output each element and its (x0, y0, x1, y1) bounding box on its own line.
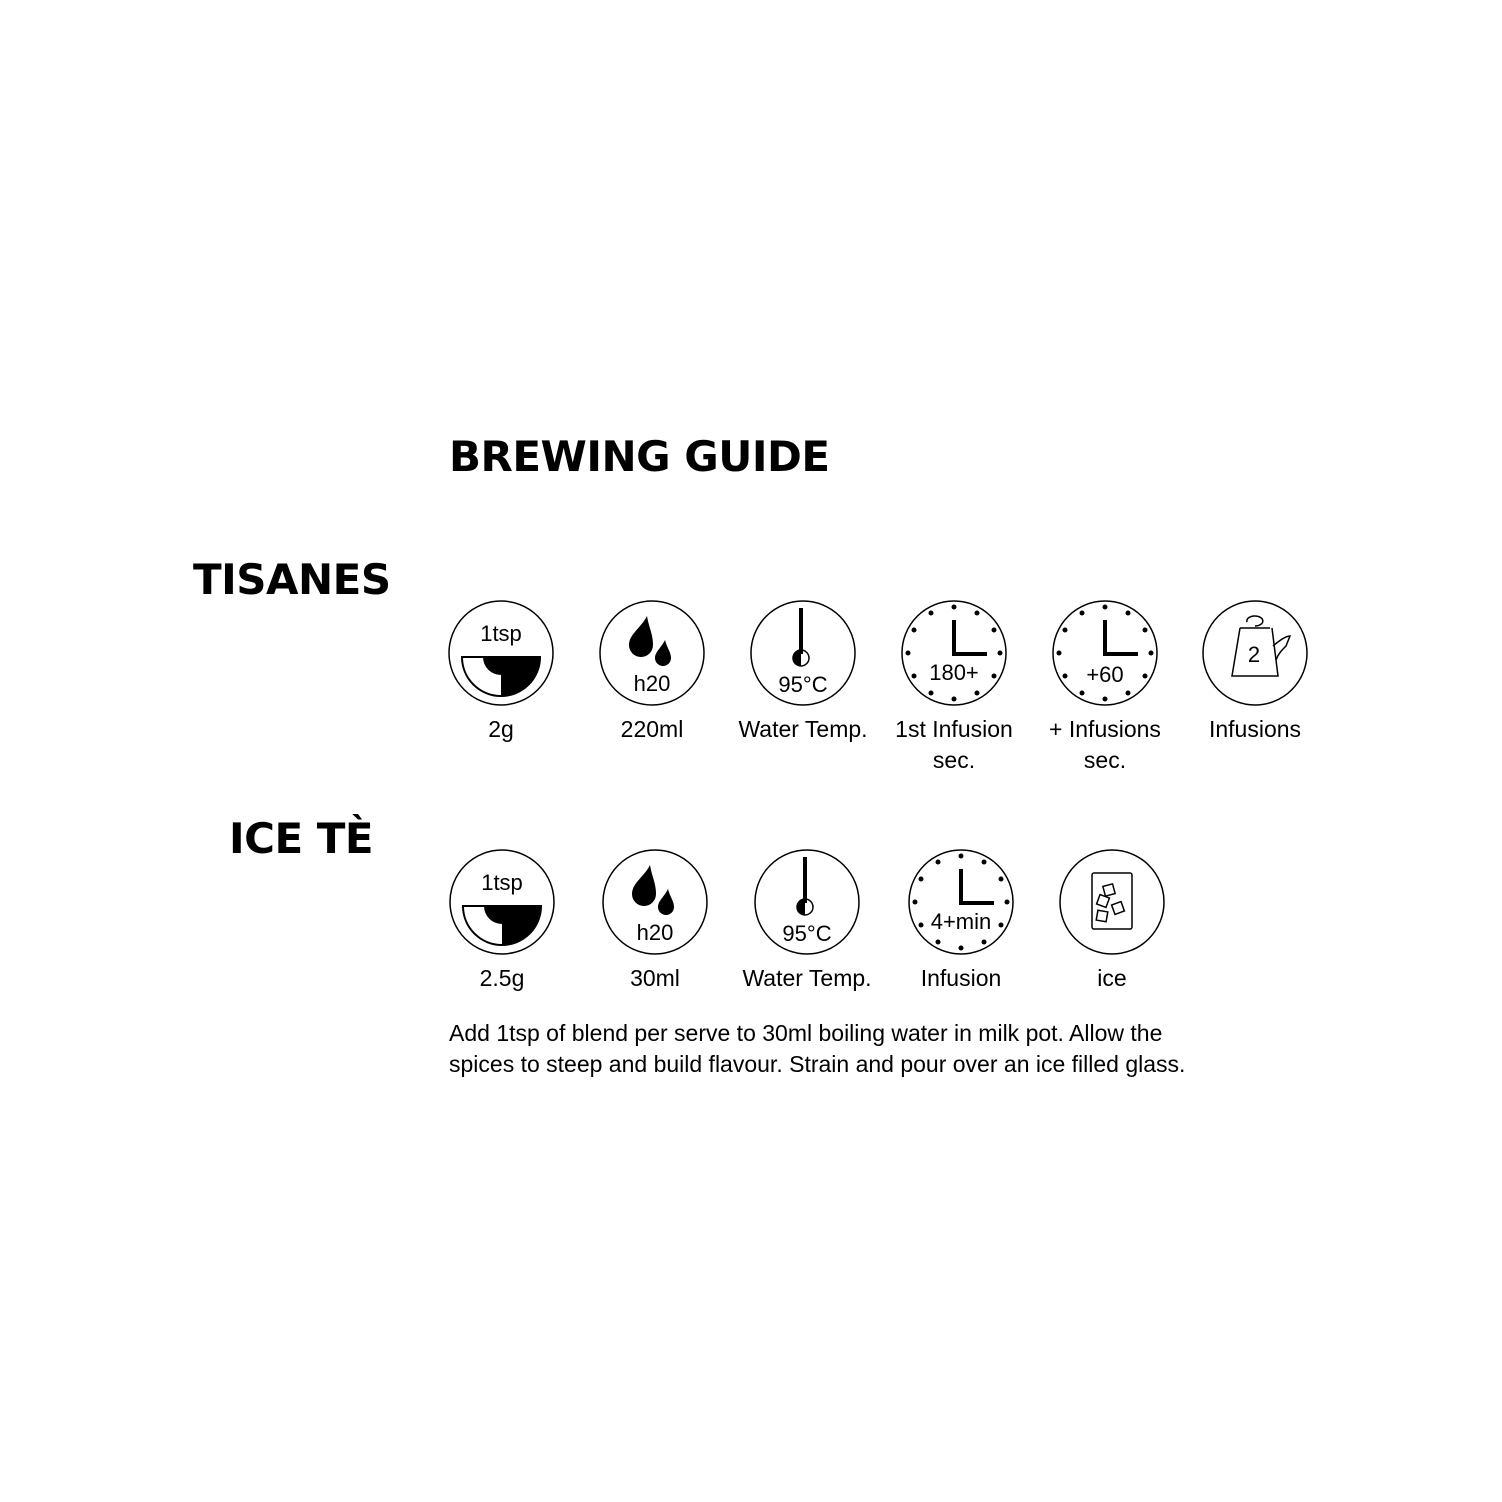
teaspoon-scale-icon (449, 849, 555, 955)
clock-icon (908, 849, 1014, 955)
ice-temp-item (722, 849, 892, 994)
ice-instructions-line-1: Add 1tsp of blend per serve to 30ml boiling water in milk pot. Allow the (449, 1020, 1163, 1046)
ice-caption: ice (1097, 965, 1127, 991)
tisanes-temp-item (718, 600, 888, 745)
ice-infusion-inner: 4+min (930, 909, 992, 934)
ice-infusion-caption: Infusion (920, 965, 1002, 991)
tisanes-first-infusion-caption: 1st Infusion (895, 716, 1013, 742)
tisanes-dose-caption: 2g (488, 716, 514, 742)
tisanes-temp-caption: Water Temp. (738, 716, 868, 742)
ice-dose-item (417, 849, 587, 994)
ice-temp-caption: Water Temp. (742, 965, 872, 991)
ice-water-inner: h20 (636, 920, 674, 945)
thermometer-icon (754, 849, 860, 955)
ice-glass-icon (1059, 849, 1165, 955)
ice-water-caption: 30ml (630, 965, 680, 991)
tisanes-first-infusion-item (869, 600, 1039, 776)
thermometer-icon (750, 600, 856, 706)
tisanes-water-item (567, 600, 737, 745)
tisanes-infusions-count-inner: 2 (1247, 642, 1261, 667)
tisanes-more-infusions-caption: + Infusions (1049, 716, 1161, 742)
ice-dose-inner: 1tsp (481, 870, 523, 895)
clock-icon (901, 600, 1007, 706)
teaspoon-scale-icon (448, 600, 554, 706)
tisanes-infusions-count-item (1170, 600, 1340, 745)
teapot-icon (1202, 600, 1308, 706)
ice-infusion-item (876, 849, 1046, 994)
ice-dose-caption: 2.5g (479, 965, 525, 991)
tisanes-dose-inner: 1tsp (480, 621, 522, 646)
tisanes-water-caption: 220ml (620, 716, 684, 742)
clock-icon (1052, 600, 1158, 706)
water-drops-icon (602, 849, 708, 955)
ice-water-item (570, 849, 740, 994)
tisanes-temp-inner: 95°C (778, 672, 828, 697)
ice-temp-inner: 95°C (782, 921, 832, 946)
ice-instructions (449, 1018, 1349, 1080)
ice-item (1027, 849, 1197, 994)
tisanes-more-infusions-item (1020, 600, 1190, 776)
section-heading-ice-te: ICE TÈ (229, 814, 374, 863)
tisanes-infusions-count-caption: Infusions (1208, 716, 1302, 742)
tisanes-dose-item (416, 600, 586, 745)
water-drops-icon (599, 600, 705, 706)
section-heading-tisanes: TISANES (193, 555, 391, 604)
page-title: BREWING GUIDE (449, 432, 830, 481)
tisanes-first-infusion-unit: sec. (932, 747, 976, 773)
tisanes-more-infusions-inner: +60 (1086, 662, 1124, 687)
tisanes-more-infusions-unit: sec. (1083, 747, 1127, 773)
ice-instructions-line-2: spices to steep and build flavour. Strain and pour over an ice filled glass. (449, 1051, 1186, 1077)
tisanes-water-inner: h20 (633, 671, 671, 696)
tisanes-first-infusion-inner: 180+ (929, 660, 979, 685)
